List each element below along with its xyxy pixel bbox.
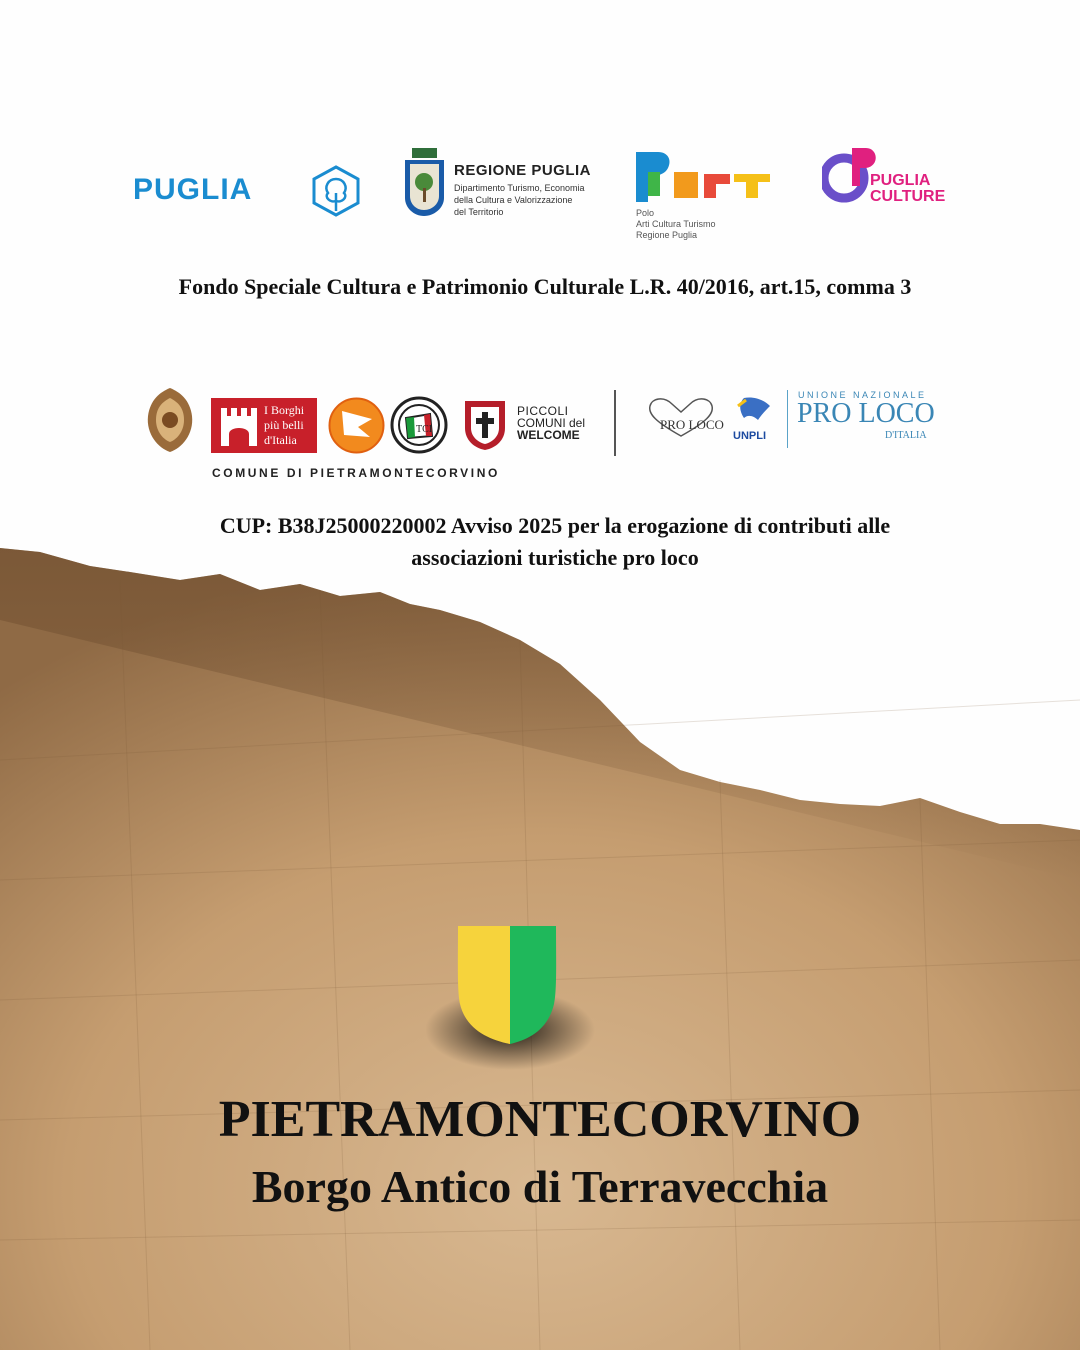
logo-divider	[614, 390, 616, 456]
unpli-label: UNPLI	[733, 430, 766, 442]
pact-line-1: Polo	[636, 208, 655, 218]
pact-line-3: Regione Puglia	[636, 230, 698, 240]
regione-puglia-title: REGIONE PUGLIA	[454, 162, 592, 179]
bandiera-arancione-icon	[328, 397, 385, 454]
puglia-culture-word-1: PUGLIA	[870, 172, 931, 189]
touring-club-icon	[390, 396, 448, 454]
castle-icon	[217, 404, 261, 448]
tree-icon	[310, 165, 362, 217]
town-subtitle: Borgo Antico di Terravecchia	[251, 1161, 829, 1212]
regione-line-3: del Territorio	[454, 207, 504, 217]
fondo-caption: Fondo Speciale Cultura e Patrimonio Culturale L.R. 40/2016, art.15, comma 3	[178, 274, 912, 299]
unione-nazionale-label: UNIONE NAZIONALE	[798, 390, 927, 400]
pact-logo-icon	[634, 148, 774, 206]
piccoli-comuni-shield-icon	[462, 398, 508, 452]
regione-puglia-shield-icon	[402, 148, 447, 218]
town-crest-icon	[440, 920, 580, 1060]
town-title: PIETRAMONTECORVINO	[218, 1091, 862, 1148]
comune-label: COMUNE DI PIETRAMONTECORVINO	[212, 466, 500, 480]
welcome-line-3: WELCOME	[517, 428, 580, 442]
proloco-heart-label: PRO LOCO	[660, 417, 724, 432]
borghi-label: I Borghi più belli d'Italia	[264, 403, 305, 447]
pro-loco-label: PRO LOCO	[797, 398, 935, 429]
cup-caption-line-2: associazioni turistiche pro loco	[411, 545, 699, 570]
welcome-line-1: PICCOLI	[517, 404, 569, 418]
comune-crest-icon	[144, 386, 196, 454]
regione-line-1: Dipartimento Turismo, Economia	[454, 183, 585, 193]
puglia-logo: PUGLIA	[133, 173, 253, 206]
welcome-line-2: COMUNI del	[517, 416, 586, 430]
puglia-culture-word-2: CULTURE	[870, 188, 946, 205]
cup-caption-line-1: CUP: B38J25000220002 Avviso 2025 per la erogazione di contributi alle	[219, 513, 891, 538]
pact-line-2: Arti Cultura Turismo	[636, 219, 716, 229]
logo-divider	[787, 390, 788, 448]
ditalia-label: D'ITALIA	[885, 430, 927, 441]
svg-text:TCI: TCI	[416, 424, 433, 435]
regione-line-2: della Cultura e Valorizzazione	[454, 195, 573, 205]
